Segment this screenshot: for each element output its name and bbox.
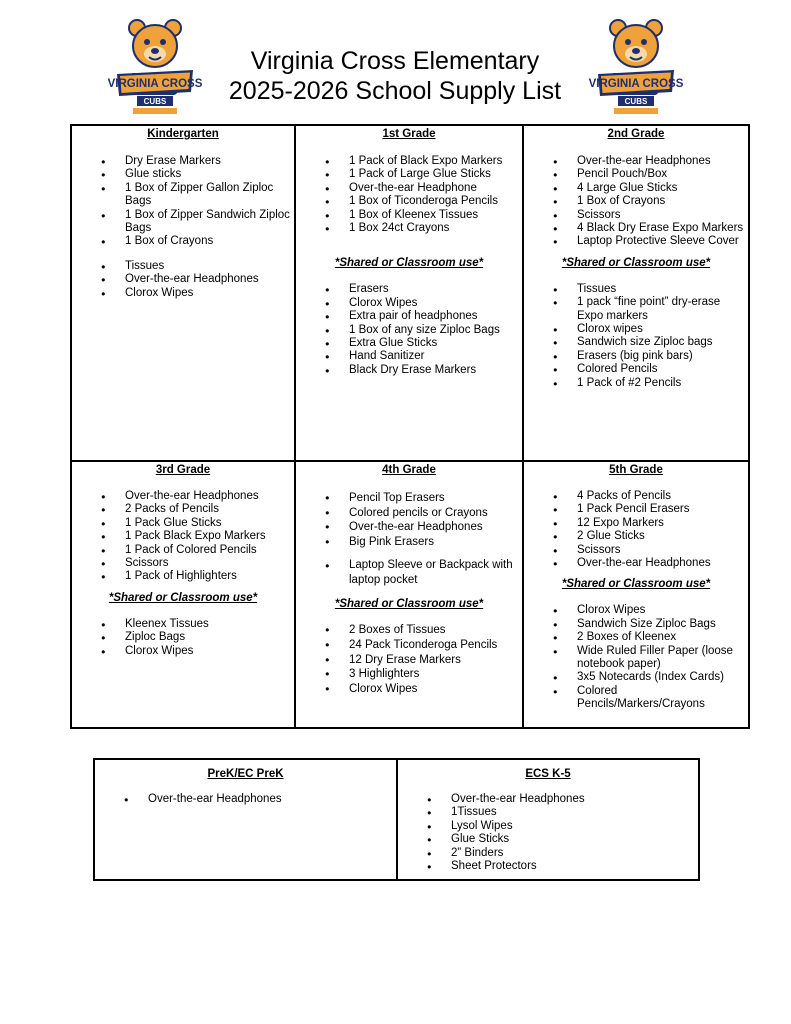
supply-item: ● Clorox Wipes bbox=[524, 604, 748, 617]
grade-supply-table bbox=[70, 124, 750, 729]
cell-2nd-grade bbox=[524, 126, 748, 460]
shared-label-5th: *Shared or Classroom use* bbox=[561, 578, 711, 591]
cubs-mascot-logo-left bbox=[107, 16, 203, 120]
supply-item: ● 1 Pack Glue Sticks bbox=[72, 517, 294, 530]
supply-item: ● Sandwich size Ziploc bags bbox=[524, 336, 748, 349]
supply-item: ● 1 Pack of Highlighters bbox=[72, 570, 294, 583]
supply-item: ● 2 Boxes of Tissues bbox=[296, 623, 522, 638]
supply-item: ● Sandwich Size Ziploc Bags bbox=[524, 618, 748, 631]
supply-item: ● 1 Pack of Colored Pencils bbox=[72, 544, 294, 557]
supply-item: ● 2 Glue Sticks bbox=[524, 530, 748, 543]
supply-item: ● Over-the-ear Headphones bbox=[72, 273, 294, 286]
supply-item: ● 3x5 Notecards (Index Cards) bbox=[524, 671, 748, 684]
grade-title-5th: 5th Grade bbox=[609, 464, 663, 476]
supply-item: ● 1 Box 24ct Crayons bbox=[296, 222, 522, 235]
supply-item: ● Tissues bbox=[524, 283, 748, 296]
supply-item: ● 1 pack “fine point” dry-erase Expo markers bbox=[524, 296, 748, 323]
supply-item: ● 24 Pack Ticonderoga Pencils bbox=[296, 638, 522, 653]
supply-item: ● Sheet Protectors bbox=[398, 860, 698, 873]
supply-item: ● Over-the-ear Headphones bbox=[524, 557, 748, 570]
school-logo-right bbox=[588, 16, 684, 120]
cell-1st-grade bbox=[296, 126, 522, 460]
supply-item: ● Pencil Top Erasers bbox=[296, 491, 522, 506]
supply-item: ● 1 Pack of Large Glue Sticks bbox=[296, 168, 522, 181]
supply-item: ● 1 Pack of Black Expo Markers bbox=[296, 155, 522, 168]
supply-item: ● Colored Pencils bbox=[524, 363, 748, 376]
supply-item: ● 1 Box of Ticonderoga Pencils bbox=[296, 195, 522, 208]
supply-item: ● 1 Box of Zipper Sandwich Ziploc Bags bbox=[72, 209, 294, 236]
shared-label-2nd: *Shared or Classroom use* bbox=[561, 256, 711, 269]
supply-item: ● Hand Sanitizer bbox=[296, 350, 522, 363]
supply-item: ● 12 Expo Markers bbox=[524, 517, 748, 530]
shared-list-1st bbox=[296, 283, 522, 377]
supply-item: ● Over-the-ear Headphones bbox=[296, 520, 522, 535]
supply-item: ● Erasers (big pink bars) bbox=[524, 350, 748, 363]
page-header bbox=[0, 0, 791, 122]
cell-prek bbox=[95, 760, 396, 879]
supply-item: ● Scissors bbox=[524, 209, 748, 222]
supply-item: ● 1 Pack Black Expo Markers bbox=[72, 530, 294, 543]
supply-list-5th bbox=[524, 490, 748, 570]
supply-item: ● Ziploc Bags bbox=[72, 631, 294, 644]
shared-label-4th: *Shared or Classroom use* bbox=[334, 598, 484, 611]
supply-item: ● Clorox Wipes bbox=[72, 645, 294, 658]
school-name: Virginia Cross Elementary bbox=[250, 47, 540, 75]
supply-item: ● Glue sticks bbox=[72, 168, 294, 181]
supply-list-prek bbox=[95, 793, 396, 806]
supply-list-kindergarten bbox=[72, 155, 294, 249]
logo-subtext-right: CUBS bbox=[624, 97, 648, 106]
grade-title-3rd: 3rd Grade bbox=[155, 464, 211, 476]
supply-item: ● 1 Box of Crayons bbox=[72, 235, 294, 248]
page-title bbox=[210, 46, 580, 106]
cubs-mascot-logo-right bbox=[588, 16, 684, 120]
supply-item: ● Pencil Pouch/Box bbox=[524, 168, 748, 181]
supply-item: ● 3 Highlighters bbox=[296, 667, 522, 682]
supply-item: ● Over-the-ear Headphones bbox=[95, 793, 396, 806]
shared-list-2nd bbox=[524, 283, 748, 390]
supply-item: ● 4 Large Glue Sticks bbox=[524, 182, 748, 195]
supply-item: ● Clorox Wipes bbox=[72, 287, 294, 300]
supply-item: ● Over-the-ear Headphone bbox=[296, 182, 522, 195]
supply-item: ● 4 Black Dry Erase Expo Markers bbox=[524, 222, 748, 235]
shared-list-4th bbox=[296, 623, 522, 696]
logo-subtext-left: CUBS bbox=[143, 97, 167, 106]
supply-item: ● 1 Box of Zipper Gallon Ziploc Bags bbox=[72, 182, 294, 209]
logo-text-left: VIRGINIA CROSS bbox=[107, 78, 203, 90]
grade-title-2nd: 2nd Grade bbox=[607, 128, 665, 140]
shared-list-3rd bbox=[72, 618, 294, 658]
supply-item: ● 2 Boxes of Kleenex bbox=[524, 631, 748, 644]
cell-kindergarten bbox=[72, 126, 294, 460]
logo-text-right: VIRGINIA CROSS bbox=[588, 78, 684, 90]
supply-item: ● Clorox wipes bbox=[524, 323, 748, 336]
supply-item: ● 1 Box of Kleenex Tissues bbox=[296, 209, 522, 222]
supply-item: ● Kleenex Tissues bbox=[72, 618, 294, 631]
supply-list-4th bbox=[296, 491, 522, 549]
supply-item: ● Over-the-ear Headphones bbox=[524, 155, 748, 168]
supply-item: ● Clorox Wipes bbox=[296, 297, 522, 310]
shared-list-5th bbox=[524, 604, 748, 711]
supply-item: ● Lysol Wipes bbox=[398, 820, 698, 833]
supply-item: ● Over-the-ear Headphones bbox=[398, 793, 698, 806]
grade-title-4th: 4th Grade bbox=[382, 464, 436, 476]
grade-title-kindergarten: Kindergarten bbox=[147, 128, 219, 140]
supply-item: ● 1 Box of any size Ziploc Bags bbox=[296, 324, 522, 337]
supply-item: ● 1 Box of Crayons bbox=[524, 195, 748, 208]
supply-item: ● Wide Ruled Filler Paper (loose notebook paper) bbox=[524, 645, 748, 672]
supply-list-3rd bbox=[72, 490, 294, 584]
supply-item: ● Clorox Wipes bbox=[296, 682, 522, 697]
supply-item: ● 4 Packs of Pencils bbox=[524, 490, 748, 503]
supply-list-4th-extra bbox=[296, 558, 522, 588]
supply-item: ● 2” Binders bbox=[398, 847, 698, 860]
supply-item: ● 1 Pack Pencil Erasers bbox=[524, 503, 748, 516]
supply-item: ● Big Pink Erasers bbox=[296, 535, 522, 550]
supply-item: ● Erasers bbox=[296, 283, 522, 296]
supply-list-2nd bbox=[524, 155, 748, 249]
supply-item: ● 1Tissues bbox=[398, 806, 698, 819]
cell-3rd-grade bbox=[72, 462, 294, 727]
supply-item: ● Scissors bbox=[72, 557, 294, 570]
supply-item: ● Glue Sticks bbox=[398, 833, 698, 846]
cell-5th-grade bbox=[524, 462, 748, 727]
school-logo-left bbox=[107, 16, 203, 120]
supply-item: ● 2 Packs of Pencils bbox=[72, 503, 294, 516]
supply-item: ● Scissors bbox=[524, 544, 748, 557]
supply-item: ● Black Dry Erase Markers bbox=[296, 364, 522, 377]
cell-ecs bbox=[398, 760, 698, 879]
prek-ecs-supply-table bbox=[93, 758, 700, 881]
supply-item: ● Laptop Sleeve or Backpack with laptop pocket bbox=[296, 558, 522, 588]
grade-title-ecs: ECS K-5 bbox=[525, 768, 571, 780]
cell-4th-grade bbox=[296, 462, 522, 727]
list-title: 2025-2026 School Supply List bbox=[228, 77, 562, 105]
supply-item: ● Colored Pencils/Markers/Crayons bbox=[524, 685, 748, 712]
supply-item: ● Extra Glue Sticks bbox=[296, 337, 522, 350]
supply-list-kindergarten-extra bbox=[72, 260, 294, 300]
supply-list-1st bbox=[296, 155, 522, 235]
supply-item: ● Extra pair of headphones bbox=[296, 310, 522, 323]
supply-item: ● Colored pencils or Crayons bbox=[296, 506, 522, 521]
supply-list-ecs bbox=[398, 793, 698, 873]
supply-item: ● Dry Erase Markers bbox=[72, 155, 294, 168]
grade-title-prek: PreK/EC PreK bbox=[207, 768, 284, 780]
supply-item: ● Over-the-ear Headphones bbox=[72, 490, 294, 503]
supply-item: ● Laptop Protective Sleeve Cover bbox=[524, 235, 748, 248]
shared-label-3rd: *Shared or Classroom use* bbox=[108, 591, 258, 604]
grade-title-1st: 1st Grade bbox=[382, 128, 436, 140]
supply-item: ● 1 Pack of #2 Pencils bbox=[524, 377, 748, 390]
supply-item: ● Tissues bbox=[72, 260, 294, 273]
shared-label-1st: *Shared or Classroom use* bbox=[334, 257, 484, 270]
supply-item: ● 12 Dry Erase Markers bbox=[296, 653, 522, 668]
